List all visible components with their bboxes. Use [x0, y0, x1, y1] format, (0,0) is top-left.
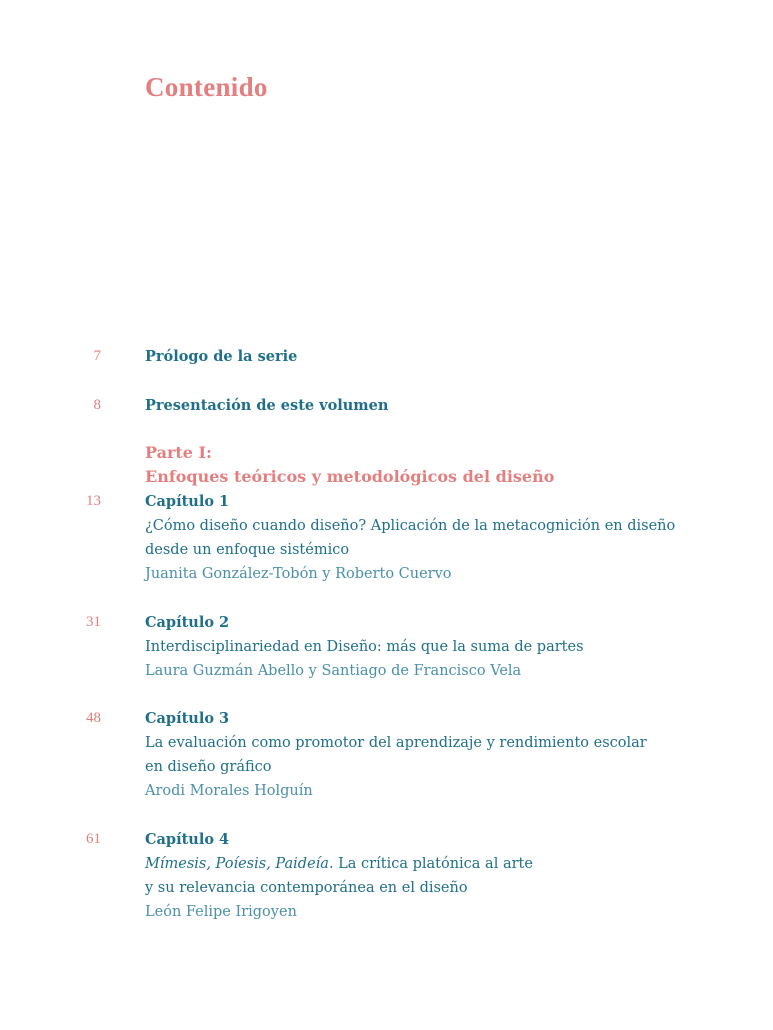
toc-entry-chapter-1[interactable] — [145, 490, 675, 586]
toc-page-number: 31 — [86, 614, 101, 630]
chapter-title: y su relevancia contemporánea en el diseño — [145, 880, 468, 896]
toc-entry-title: Prólogo de la serie — [145, 348, 298, 365]
part-title: Enfoques teóricos y metodológicos del diseño — [145, 467, 555, 486]
toc-entry-chapter-4[interactable] — [145, 828, 533, 924]
chapter-title — [145, 852, 533, 876]
part-label: Parte I: — [145, 443, 212, 462]
toc-page-number: 61 — [86, 831, 101, 847]
chapter-title-rest: La crítica platónica al arte — [333, 856, 533, 872]
toc-page-number: 8 — [93, 397, 101, 413]
toc-page-number: 13 — [86, 493, 101, 509]
chapter-title-italic: Mímesis, Poíesis, Paideía. — [145, 856, 334, 872]
chapter-title: en diseño gráfico — [145, 759, 272, 775]
toc-page-number: 7 — [93, 348, 101, 364]
toc-page-number: 48 — [86, 710, 101, 726]
chapter-heading: Capítulo 4 — [145, 831, 230, 848]
page-title: Contenido — [145, 72, 268, 102]
toc-entry-chapter-2[interactable] — [145, 611, 584, 683]
chapter-authors: Arodi Morales Holguín — [145, 783, 313, 799]
toc-entry-presentacion[interactable] — [145, 394, 388, 418]
chapter-title: desde un enfoque sistémico — [145, 542, 350, 558]
chapter-authors: Juanita González-Tobón y Roberto Cuervo — [145, 566, 452, 582]
chapter-heading: Capítulo 3 — [145, 710, 230, 727]
toc-entry-chapter-3[interactable] — [145, 707, 647, 803]
toc-entry-title: Presentación de este volumen — [145, 397, 389, 414]
chapter-title: Interdisciplinariedad en Diseño: más que la suma de partes — [145, 639, 584, 655]
part-heading — [145, 441, 554, 489]
chapter-title: La evaluación como promotor del aprendizaje y rendimiento escolar — [145, 735, 647, 751]
toc-entry-prologo[interactable] — [145, 345, 297, 369]
chapter-heading: Capítulo 1 — [145, 493, 230, 510]
chapter-heading: Capítulo 2 — [145, 614, 230, 631]
chapter-authors: León Felipe Irigoyen — [145, 904, 297, 920]
chapter-title: ¿Cómo diseño cuando diseño? Aplicación de la metacognición en diseño — [145, 518, 676, 534]
chapter-authors: Laura Guzmán Abello y Santiago de Francisco Vela — [145, 663, 522, 679]
